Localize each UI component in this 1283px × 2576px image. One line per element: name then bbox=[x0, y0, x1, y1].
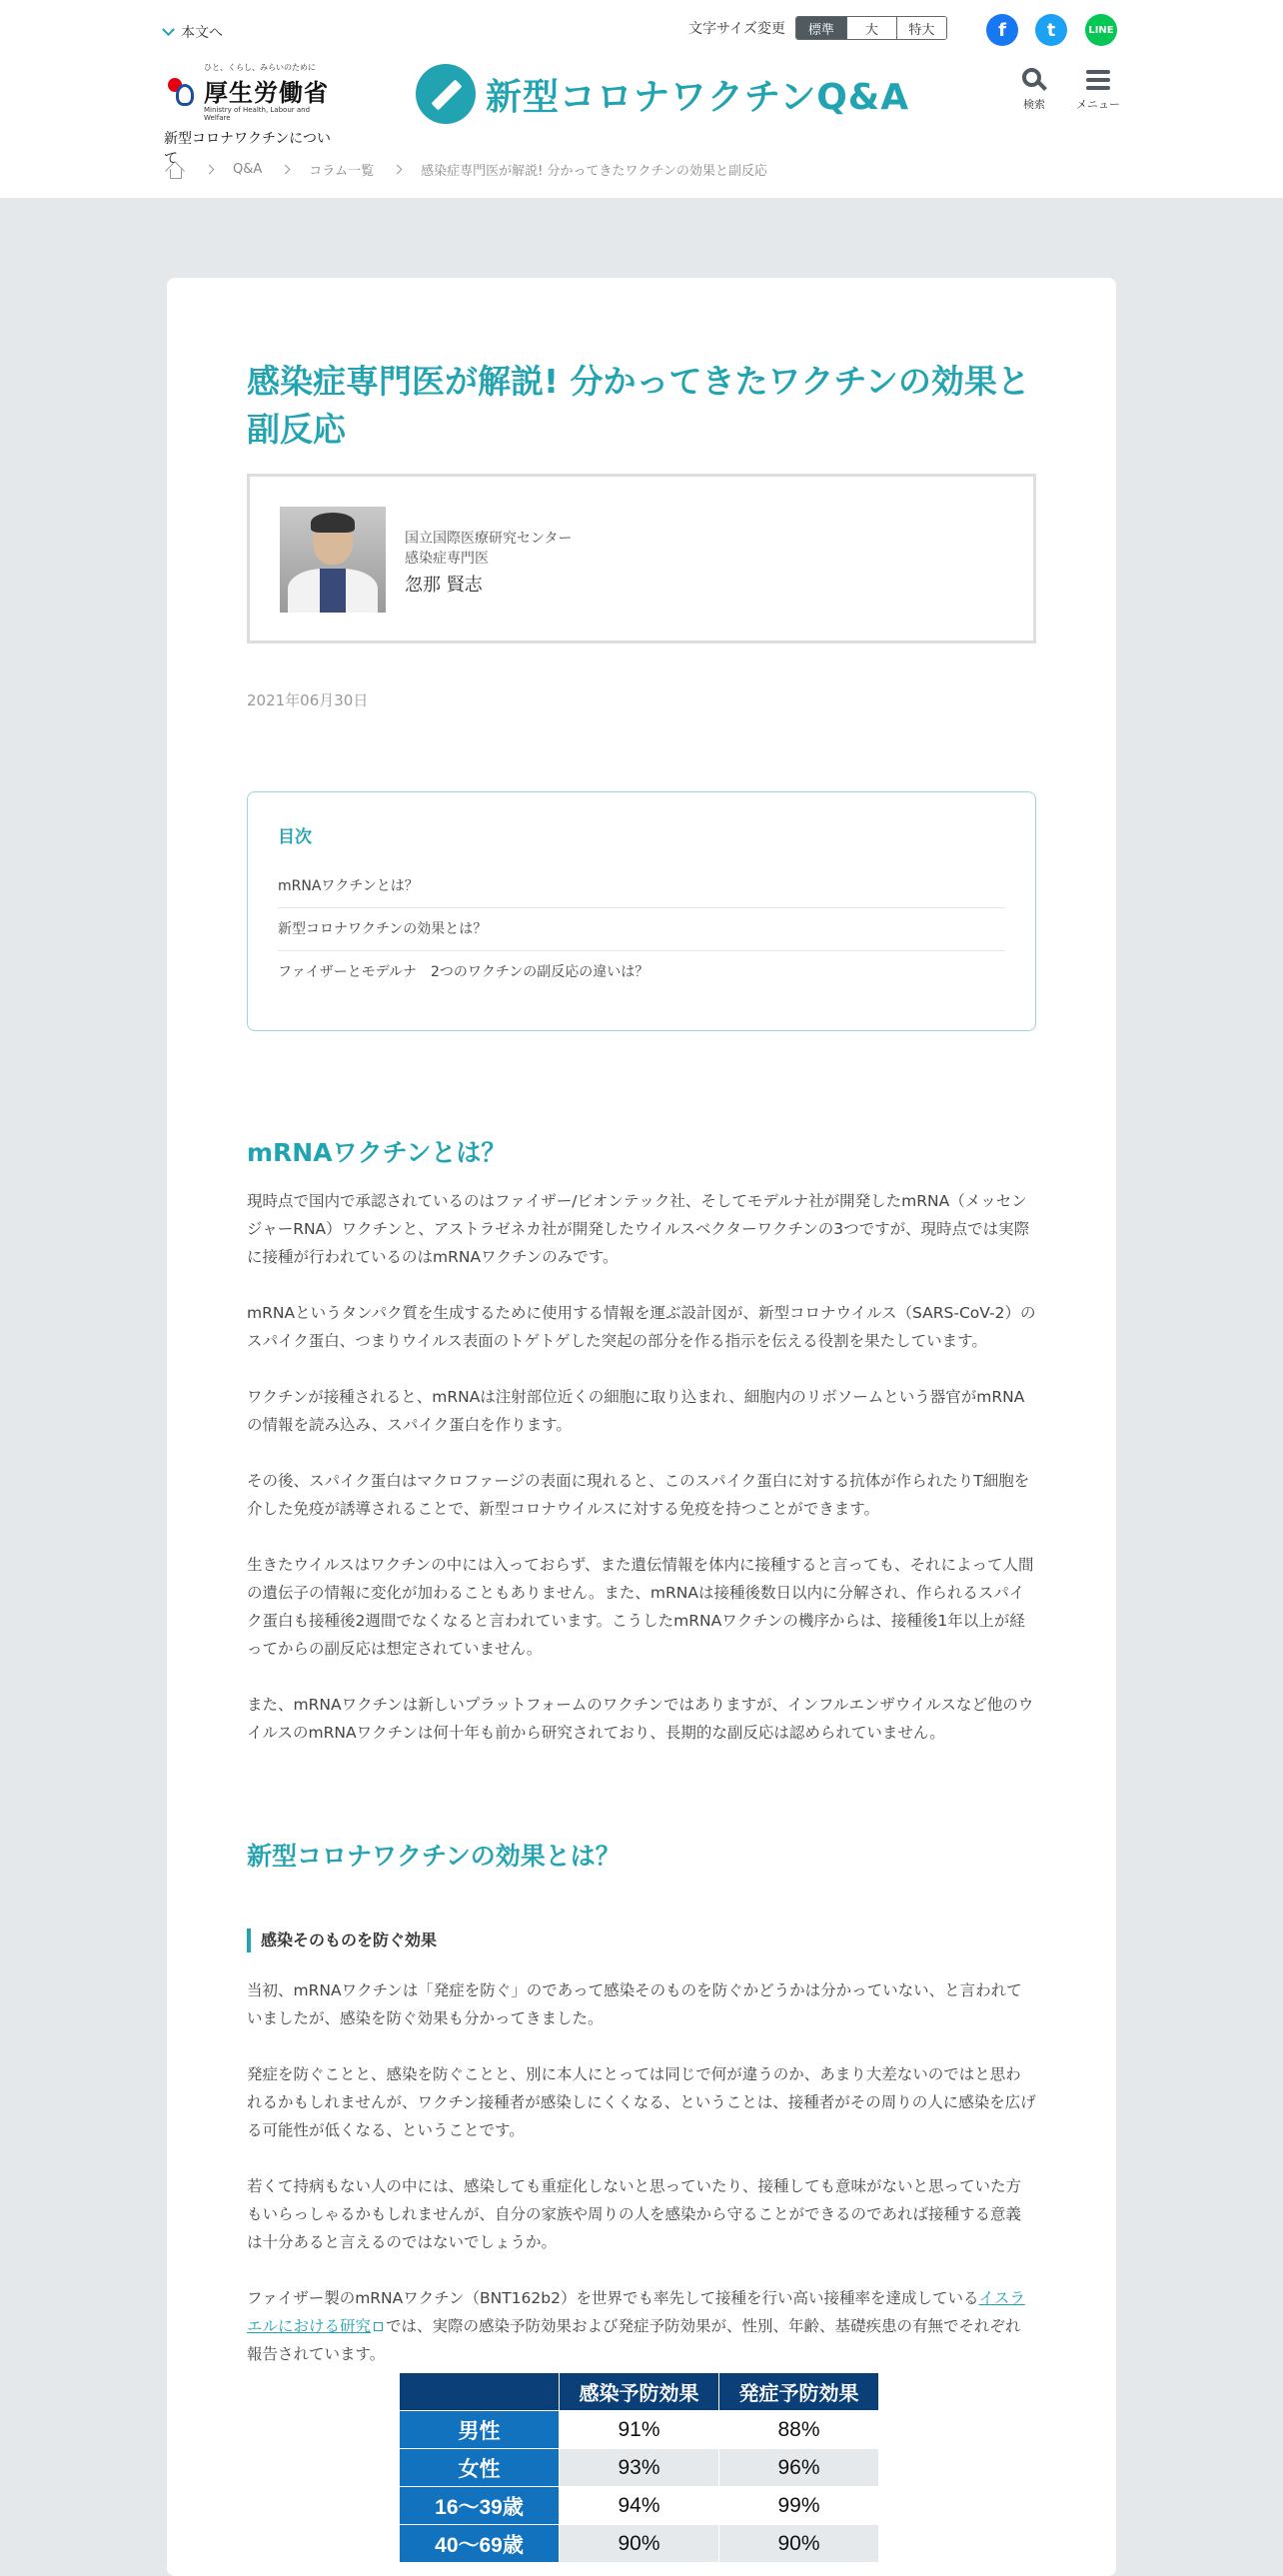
chevron-down-icon bbox=[162, 23, 175, 36]
toc-item-mrna[interactable]: mRNAワクチンとは？ bbox=[278, 865, 1005, 908]
breadcrumb-current: 感染症専門医が解説! 分かってきたワクチンの効果と副反応 bbox=[421, 164, 767, 179]
menu-button[interactable] bbox=[1073, 68, 1123, 112]
table-cell: 90% bbox=[560, 2525, 719, 2563]
mhlw-logo[interactable] bbox=[164, 62, 334, 168]
skip-to-content-link[interactable] bbox=[164, 22, 223, 42]
breadcrumb-qa[interactable]: Q&A bbox=[233, 162, 263, 177]
home-icon[interactable] bbox=[166, 161, 186, 179]
paragraph: 現時点で国内で承認されているのはファイザー/ビオンテック社、そしてモデルナ社が開発したmRNA（メッセンジャーRNA）ワクチンと、アストラゼネカ社が開発したウイルスベクターワクチンの3つですが、現時点では実際に接種が行われているのはmRNAワクチンのみです。 bbox=[247, 1192, 1030, 1266]
table-cell: 88% bbox=[719, 2411, 879, 2449]
breadcrumb bbox=[166, 160, 767, 179]
logo-english: Ministry of Health, Labour and Welfare bbox=[204, 106, 311, 122]
site-title-link[interactable] bbox=[416, 64, 909, 124]
table-cell: 90% bbox=[719, 2525, 879, 2563]
font-size-standard-button[interactable]: 標準 bbox=[796, 17, 846, 39]
chevron-right-icon bbox=[281, 165, 291, 175]
toc-item-effect[interactable]: 新型コロナワクチンの効果とは？ bbox=[278, 908, 1005, 951]
publish-date: 2021年06月30日 bbox=[247, 691, 369, 709]
search-icon bbox=[1022, 68, 1046, 92]
section-heading-effect: 新型コロナワクチンの効果とは？ bbox=[247, 1842, 621, 1871]
table-cell: 96% bbox=[719, 2449, 879, 2487]
paragraph: その後、スパイク蛋白はマクロファージの表面に現れると、このスパイク蛋白に対する抗体が作られたりT細胞を介した免疫が誘導されることで、新型コロナウイルスに対する免疫を持つことができます。 bbox=[247, 1472, 1030, 1518]
table-row-header: 16～39歳 bbox=[400, 2487, 560, 2525]
search-button[interactable] bbox=[1009, 68, 1059, 112]
article-title: 感染症専門医が解説! 分かってきたワクチンの効果と副反応 bbox=[247, 362, 1030, 449]
effectiveness-table bbox=[399, 2372, 879, 2563]
toc-title: 目次 bbox=[278, 827, 312, 847]
table-row-header: 男性 bbox=[400, 2411, 560, 2449]
paragraph: 生きたウイルスはワクチンの中には入っておらず、また遺伝情報を体内に接種すると言っても、それによって人間の遺伝子の情報に変化が加わることもありません。また、mRNAは接種後数日以内に分解され、作られるスパイク蛋白も接種後2週間でなくなると言われています。こうしたmRNAワクチンの機序からは、接種後1年以上が経ってからの副反応は想定されていません。 bbox=[247, 1556, 1034, 1658]
paragraph: ワクチンが接種されると、mRNAは注射部位近くの細胞に取り込まれ、細胞内のリボソームという器官がmRNAの情報を読み込み、スパイク蛋白を作ります。 bbox=[247, 1388, 1025, 1434]
author-org-line2: 感染症専門医 bbox=[405, 551, 489, 567]
table-header-cell bbox=[400, 2373, 560, 2411]
facebook-icon[interactable]: f bbox=[986, 14, 1018, 46]
mhlw-mark-icon bbox=[164, 74, 198, 108]
paragraph: mRNAというタンパク質を生成するために使用する情報を運ぶ設計図が、新型コロナウイルス（SARS-CoV-2）のスパイク蛋白、つまりウイルス表面のトゲトゲした突起の部分を作る指示を伝える役割を果たしています。 bbox=[247, 1304, 1036, 1350]
table-row bbox=[400, 2449, 879, 2487]
line-icon[interactable]: LINE bbox=[1085, 14, 1117, 46]
search-label: 検索 bbox=[1023, 98, 1045, 111]
paragraph: 当初、mRNAワクチンは「発症を防ぐ」のであって感染そのものを防ぐかどうかは分かっていない、と言われていましたが、感染を防ぐ効果も分かってきました。 bbox=[247, 1981, 1022, 2027]
skip-label: 本文へ bbox=[181, 25, 223, 41]
logo-tagline: ひと、くらし、みらいのために bbox=[204, 63, 316, 72]
table-cell: 99% bbox=[719, 2487, 879, 2525]
font-size-options bbox=[795, 16, 947, 40]
table-header-cell: 発症予防効果 bbox=[719, 2373, 879, 2411]
table-cell: 94% bbox=[560, 2487, 719, 2525]
paragraph-text: では、実際の感染予防効果および発症予防効果が、性別、年齢、基礎疾患の有無でそれぞれ報告されています。 bbox=[247, 2317, 1021, 2363]
site-title: 新型コロナワクチンQ&A bbox=[486, 76, 910, 118]
author-name: 忽那 賢志 bbox=[405, 575, 483, 596]
israel-study-link[interactable]: イスラエルにおける研究 bbox=[247, 2289, 1025, 2335]
font-size-large-button[interactable]: 大 bbox=[846, 17, 896, 39]
table-row bbox=[400, 2525, 879, 2563]
paragraph-text: ファイザー製のmRNAワクチン（BNT162b2）を世界でも率先して接種を行い高い接種率を達成している bbox=[247, 2289, 979, 2307]
site-header bbox=[0, 0, 1283, 198]
paragraph: また、mRNAワクチンは新しいプラットフォームのワクチンではありますが、インフルエンザウイルスなど他のウイルスのmRNAワクチンは何十年も前から研究されており、長期的な副反応は認められていません。 bbox=[247, 1696, 1034, 1742]
font-size-label: 文字サイズ変更 bbox=[688, 21, 785, 37]
author-organization bbox=[405, 529, 572, 569]
twitter-icon[interactable]: t bbox=[1035, 14, 1067, 46]
section-heading-mrna: mRNAワクチンとは？ bbox=[247, 1138, 507, 1167]
table-header-cell: 感染予防効果 bbox=[560, 2373, 719, 2411]
hamburger-icon bbox=[1086, 68, 1110, 92]
article-card bbox=[167, 278, 1116, 2576]
table-of-contents bbox=[247, 791, 1036, 1031]
paragraph: 若くて持病もない人の中には、感染しても重症化しないと思っていたり、接種しても意味がないと思っていた方もいらっしゃるかもしれませんが、自分の家族や周りの人を感染から守ることができるのであれば接種する意義は十分あると言えるのではないでしょうか。 bbox=[247, 2177, 1022, 2251]
author-org-line1: 国立国際医療研究センター bbox=[405, 531, 573, 547]
table-header-row bbox=[400, 2373, 879, 2411]
author-box bbox=[247, 474, 1036, 644]
paragraph: 発症を防ぐことと、感染を防ぐことと、別に本人にとっては同じで何が違うのか、あまり大差ないのではと思われるかもしれませんが、ワクチン接種者が感染しにくくなる、ということは、接種者がその周りの人に感染を広げる可能性が低くなる、ということです。 bbox=[247, 2065, 1036, 2139]
logo-name: 厚生労働省 bbox=[204, 79, 329, 107]
author-photo bbox=[280, 507, 386, 613]
toc-item-side-effects[interactable]: ファイザーとモデルナ 2つのワクチンの副反応の違いは？ bbox=[278, 964, 649, 980]
external-link-icon bbox=[374, 2322, 383, 2331]
table-cell: 91% bbox=[560, 2411, 719, 2449]
table-row-header: 女性 bbox=[400, 2449, 560, 2487]
logo-subtitle: 新型コロナワクチンについて bbox=[164, 131, 332, 167]
table-cell: 93% bbox=[560, 2449, 719, 2487]
table-row bbox=[400, 2487, 879, 2525]
table-row-header: 40～69歳 bbox=[400, 2525, 560, 2563]
table-row bbox=[400, 2411, 879, 2449]
font-size-xlarge-button[interactable]: 特大 bbox=[896, 17, 946, 39]
menu-label: メニュー bbox=[1076, 98, 1120, 111]
breadcrumb-column-list[interactable]: コラム一覧 bbox=[309, 164, 375, 179]
subsection-heading: 感染そのものを防ぐ効果 bbox=[247, 1929, 437, 1952]
chevron-right-icon bbox=[205, 165, 215, 175]
syringe-icon bbox=[416, 64, 476, 124]
font-size-switcher bbox=[688, 16, 947, 40]
paragraph bbox=[247, 2284, 1036, 2368]
chevron-right-icon bbox=[393, 165, 403, 175]
